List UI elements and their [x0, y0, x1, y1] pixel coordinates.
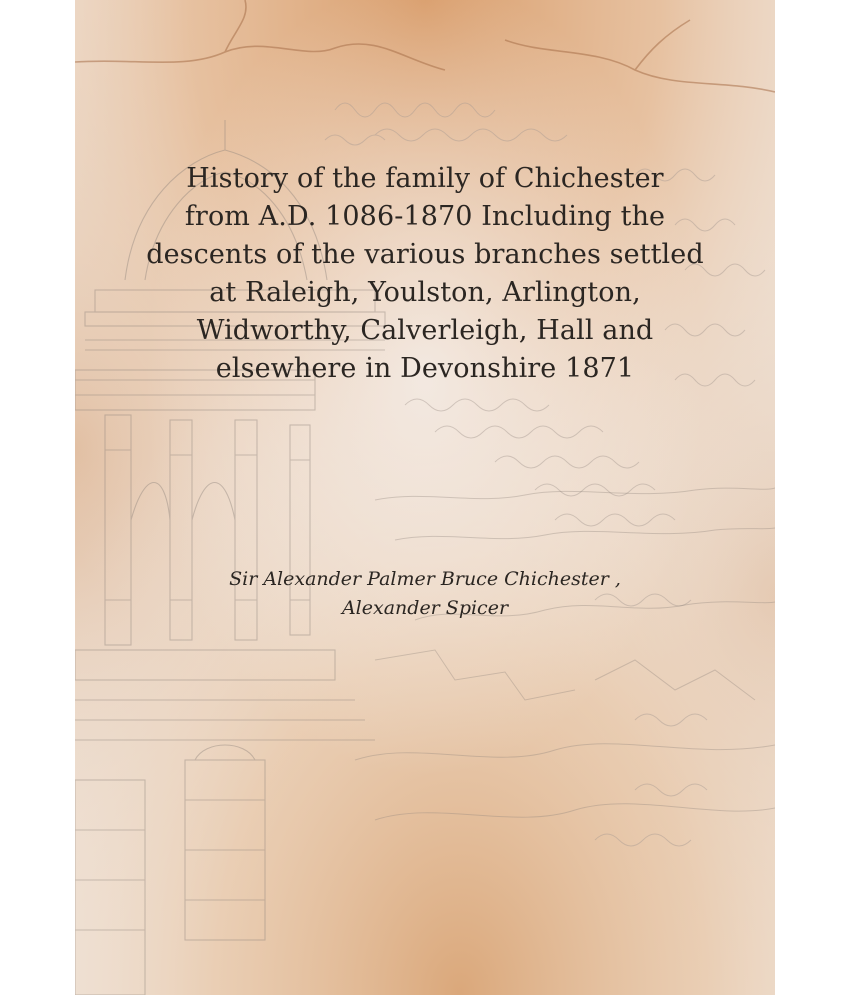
title-line-1: History of the family of Chichester	[186, 163, 664, 194]
cover-background-art	[75, 0, 775, 995]
author-line-2: Alexander Spicer	[341, 597, 509, 619]
title-line-2: from A.D. 1086-1870 Including the	[184, 201, 666, 232]
author-line-1: Sir Alexander Palmer Bruce Chichester ,	[229, 568, 621, 590]
title-line-5: Widworthy, Calverleigh, Hall and	[196, 315, 654, 346]
book-title	[115, 160, 735, 388]
book-authors	[115, 565, 735, 623]
title-line-3: descents of the various branches settled	[146, 239, 704, 270]
book-cover	[75, 0, 775, 995]
title-line-4: at Raleigh, Youlston, Arlington,	[209, 277, 641, 308]
title-line-6: elsewhere in Devonshire 1871	[215, 353, 635, 384]
